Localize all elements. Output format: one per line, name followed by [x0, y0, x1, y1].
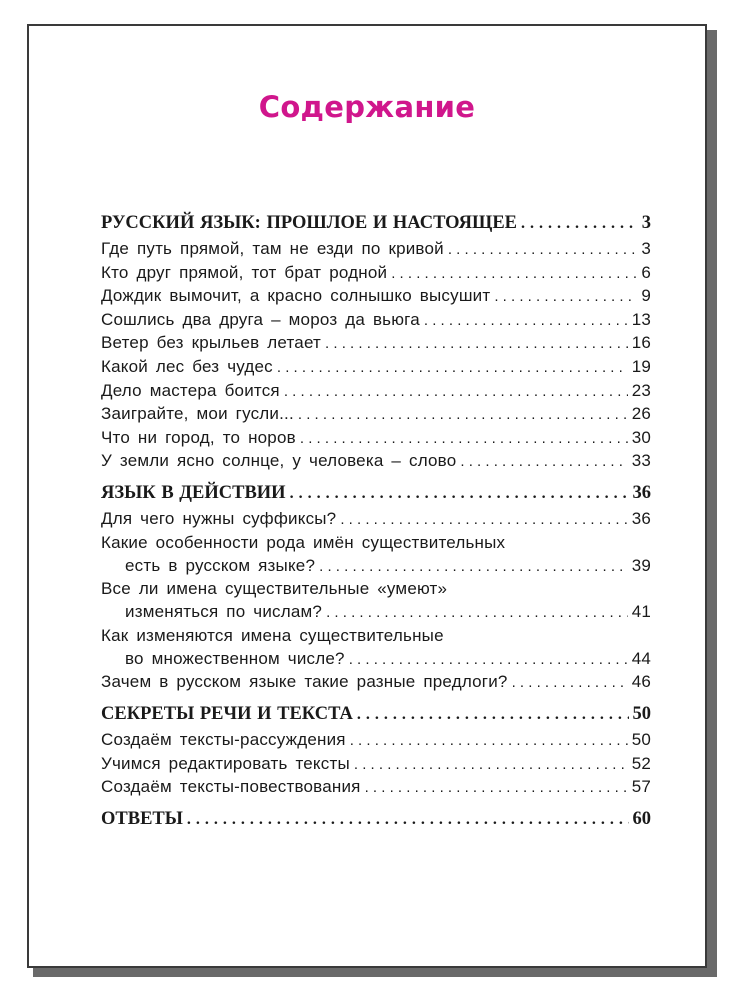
toc-entry[interactable]	[101, 263, 651, 287]
dot-leader	[354, 754, 628, 774]
toc-section-heading[interactable]	[101, 483, 651, 509]
dot-leader	[284, 381, 628, 401]
entry-title: есть в русском языке?	[125, 555, 316, 575]
entry-title: Что ни город, то норов	[101, 427, 296, 447]
toc-entry-first-line[interactable]	[101, 533, 651, 556]
table-of-contents	[101, 213, 651, 835]
page-number: 46	[631, 672, 651, 692]
entry-title: Создаём тексты-повествования	[101, 777, 361, 797]
entry-title: У земли ясно солнце, у человека – слово	[101, 451, 457, 471]
dot-leader	[460, 451, 627, 471]
dot-leader	[424, 310, 628, 330]
page-number: 57	[631, 777, 651, 797]
page-number: 16	[631, 333, 651, 353]
section-title: ЯЗЫК В ДЕЙСТВИИ	[101, 482, 286, 503]
toc-entry[interactable]	[101, 333, 651, 357]
dot-leader	[340, 509, 627, 529]
entry-title: Создаём тексты-рассуждения	[101, 729, 346, 749]
entry-title-line1: Все ли имена существительные «умеют»	[101, 579, 448, 599]
dot-leader	[325, 333, 628, 353]
entry-title-line1: Какие особенности рода имён существительных	[101, 532, 506, 552]
dot-leader	[512, 672, 628, 692]
entry-title: Учимся редактировать тексты	[101, 753, 350, 773]
toc-section-heading[interactable]	[101, 809, 651, 835]
dot-leader	[391, 263, 637, 283]
toc-entry[interactable]	[101, 649, 651, 673]
toc-entry[interactable]	[101, 357, 651, 381]
entry-title: Дело мастера боится	[101, 380, 280, 400]
dot-leader	[187, 809, 629, 830]
dot-leader	[326, 602, 628, 622]
toc-section-heading[interactable]	[101, 213, 651, 239]
page-number: 19	[631, 356, 651, 376]
page-number: 23	[631, 380, 651, 400]
dot-leader	[349, 649, 628, 669]
entry-title: во множественном числе?	[125, 648, 345, 668]
page-number: 30	[631, 427, 651, 447]
page-number: 50	[631, 729, 651, 749]
entry-title: изменяться по числам?	[125, 602, 323, 622]
dot-leader	[357, 704, 629, 725]
entry-title: Кто друг прямой, тот брат родной	[101, 262, 388, 282]
dot-leader	[277, 357, 628, 377]
section-gap	[101, 801, 651, 809]
entry-title: Где путь прямой, там не езди по кривой	[101, 239, 444, 258]
page-number: 52	[631, 753, 651, 773]
document-page	[27, 24, 707, 968]
page-number: 6	[641, 262, 651, 282]
entry-title: Зачем в русском языке такие разные предлоги?	[101, 672, 508, 692]
entry-title-line1: Как изменяются имена существительные	[101, 625, 444, 645]
toc-entry[interactable]	[101, 404, 651, 428]
dot-leader	[365, 777, 628, 797]
toc-entry[interactable]	[101, 310, 651, 334]
page-number: 60	[632, 808, 651, 829]
entry-title: Какой лес без чудес	[101, 356, 273, 376]
toc-entry-first-line[interactable]	[101, 626, 651, 649]
toc-entry-first-line[interactable]	[101, 579, 651, 602]
toc-entry[interactable]	[101, 381, 651, 405]
toc-entry[interactable]	[101, 730, 651, 754]
dot-leader	[298, 404, 628, 424]
dot-leader	[319, 556, 628, 576]
entry-title: Ветер без крыльев летает	[101, 333, 322, 353]
toc-entry[interactable]	[101, 428, 651, 452]
dot-leader	[300, 428, 628, 448]
section-gap	[101, 475, 651, 483]
page-number: 3	[641, 239, 651, 258]
page-title: Содержание	[258, 90, 476, 124]
page-number: 36	[632, 482, 651, 503]
page-number: 39	[631, 555, 651, 575]
page-number: 33	[631, 451, 651, 471]
page-number: 44	[631, 648, 651, 668]
page-number: 41	[631, 602, 651, 622]
toc-entry[interactable]	[101, 777, 651, 801]
page-number: 50	[632, 703, 651, 724]
toc-entry[interactable]	[101, 672, 651, 696]
section-title: СЕКРЕТЫ РЕЧИ И ТЕКСТА	[101, 703, 353, 724]
entry-title: Заиграйте, мои гусли...	[101, 404, 294, 424]
toc-entry[interactable]	[101, 509, 651, 533]
dot-leader	[521, 213, 638, 234]
dot-leader	[494, 286, 637, 306]
page-number: 36	[631, 508, 651, 528]
entry-title: Сошлись два друга – мороз да вьюга	[101, 309, 420, 329]
dot-leader	[448, 239, 638, 259]
entry-title: Дождик вымочит, а красно солнышко высушит	[101, 286, 491, 306]
dot-leader	[290, 483, 629, 504]
section-title: РУССКИЙ ЯЗЫК: ПРОШЛОЕ И НАСТОЯЩЕЕ	[101, 213, 517, 233]
toc-entry[interactable]	[101, 556, 651, 580]
toc-entry[interactable]	[101, 602, 651, 626]
toc-section-heading[interactable]	[101, 704, 651, 730]
page-number: 9	[641, 286, 651, 306]
toc-entry[interactable]	[101, 451, 651, 475]
page-number: 13	[631, 309, 651, 329]
section-title: ОТВЕТЫ	[101, 808, 183, 829]
toc-entry[interactable]	[101, 754, 651, 778]
dot-leader	[350, 730, 628, 750]
entry-title: Для чего нужны суффиксы?	[101, 508, 337, 528]
page-number: 26	[631, 404, 651, 424]
toc-entry[interactable]	[101, 239, 651, 263]
toc-entry[interactable]	[101, 286, 651, 310]
page-number: 3	[641, 213, 651, 233]
section-gap	[101, 696, 651, 704]
